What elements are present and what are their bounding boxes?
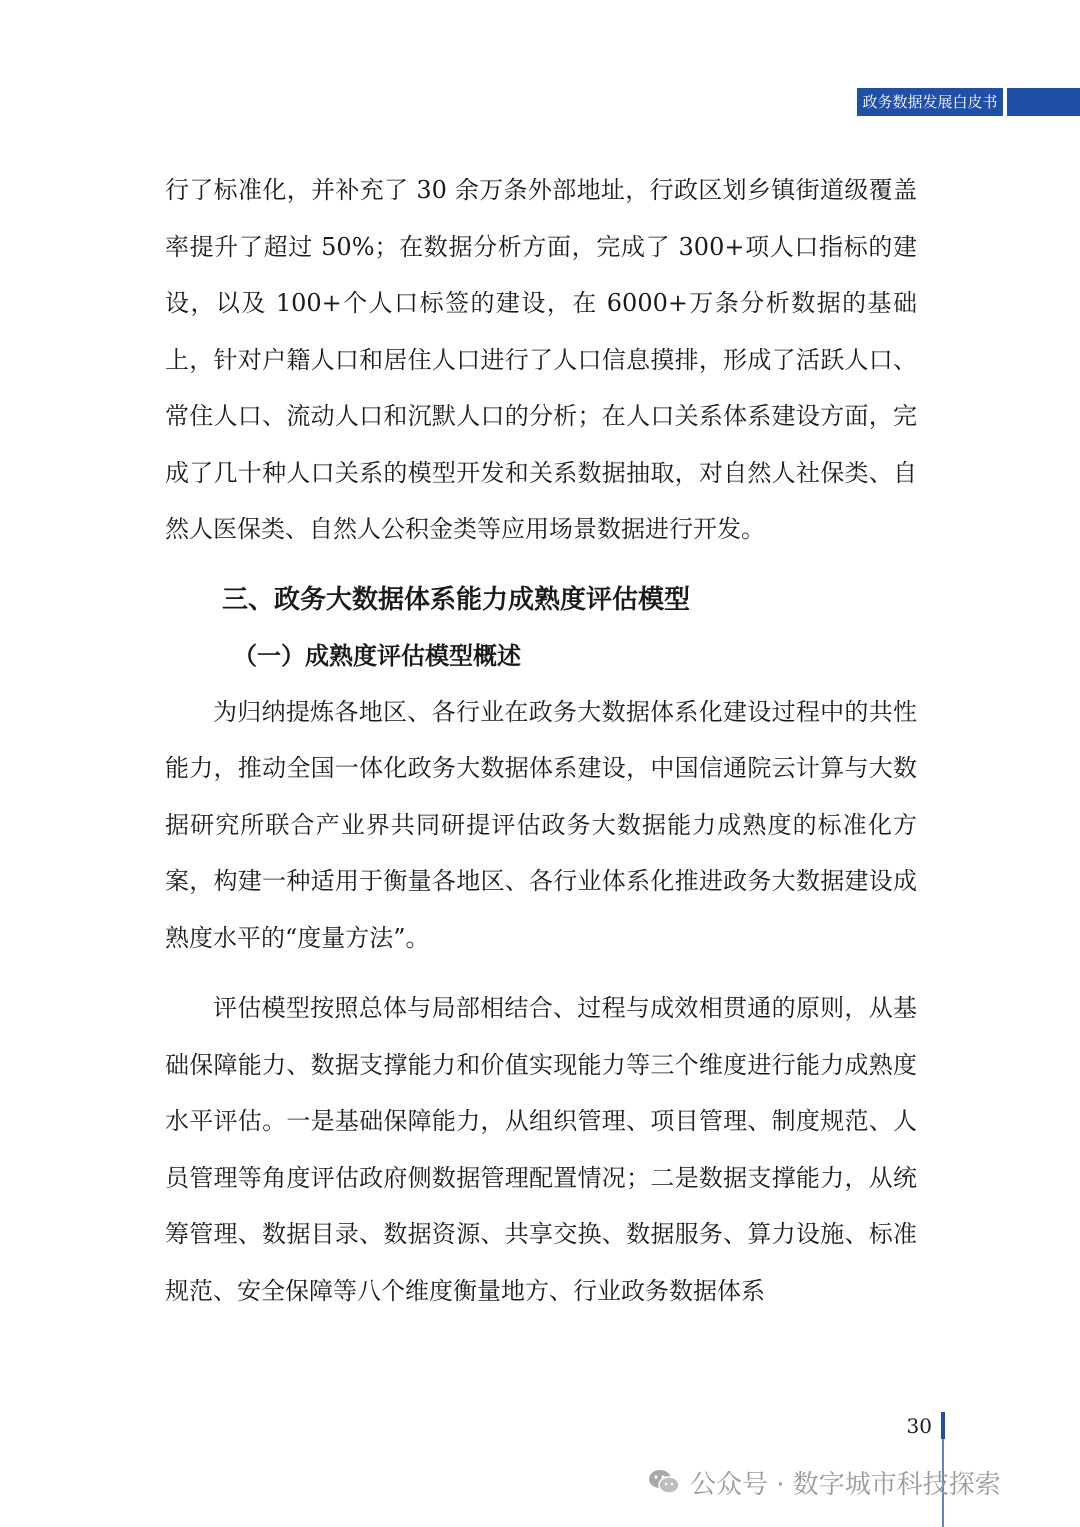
section-subheading: （一）成熟度评估模型概述 — [233, 640, 521, 670]
spacer — [165, 966, 917, 980]
page-number-bar — [941, 1412, 945, 1439]
header-accent-block — [1007, 88, 1080, 116]
header-title: 政务数据发展白皮书 — [857, 88, 1003, 116]
wechat-icon — [648, 1468, 680, 1496]
watermark — [648, 1462, 1001, 1502]
body-paragraph: 为归纳提炼各地区、各行业在政务大数据体系化建设过程中的共性能力，推动全国一体化政务大数据体系建设，中国信通院云计算与大数据研究所联合产业界共同研提评估政务大数据能力成熟度的标准化方案，构建一种适用于衡量各地区、各行业体系化推进政务大数据建设成熟度水平的“度量方法”。 — [165, 697, 917, 952]
page-number: 30 — [906, 1414, 932, 1438]
watermark-text: 公众号 · 数字城市科技探索 — [690, 1469, 1001, 1500]
page-content — [165, 162, 917, 1319]
section-heading: 三、政务大数据体系能力成熟度评估模型 — [222, 584, 691, 615]
body-paragraph: 行了标准化，并补充了 30 余万条外部地址，行政区划乡镇街道级覆盖率提升了超过 50%；在数据分析方面，完成了 300+项人口指标的建设，以及 100+个人口标签的建设，在 6000+万条分析数据的基础上，针对户籍人口和居住人口进行了人口信息摸排，形成了活跃人口、常住人口、流动人口和沉默人口的分析；在人口关系体系建设方面，完成了几十种人口关系的模型开发和关系数据抽取，对自然人社保类、自然人医保类、自然人公积金类等应用场景数据进行开发。 — [165, 176, 917, 543]
body-paragraph: 评估模型按照总体与局部相结合、过程与成效相贯通的原则，从基础保障能力、数据支撑能力和价值实现能力等三个维度进行能力成熟度水平评估。一是基础保障能力，从组织管理、项目管理、制度规范、人员管理等角度评估政府侧数据管理配置情况；二是数据支撑能力，从统筹管理、数据目录、数据资源、共享交换、数据服务、算力设施、标准规范、安全保障等八个维度衡量地方、行业政务数据体系 — [165, 994, 917, 1305]
spacer — [165, 558, 917, 572]
